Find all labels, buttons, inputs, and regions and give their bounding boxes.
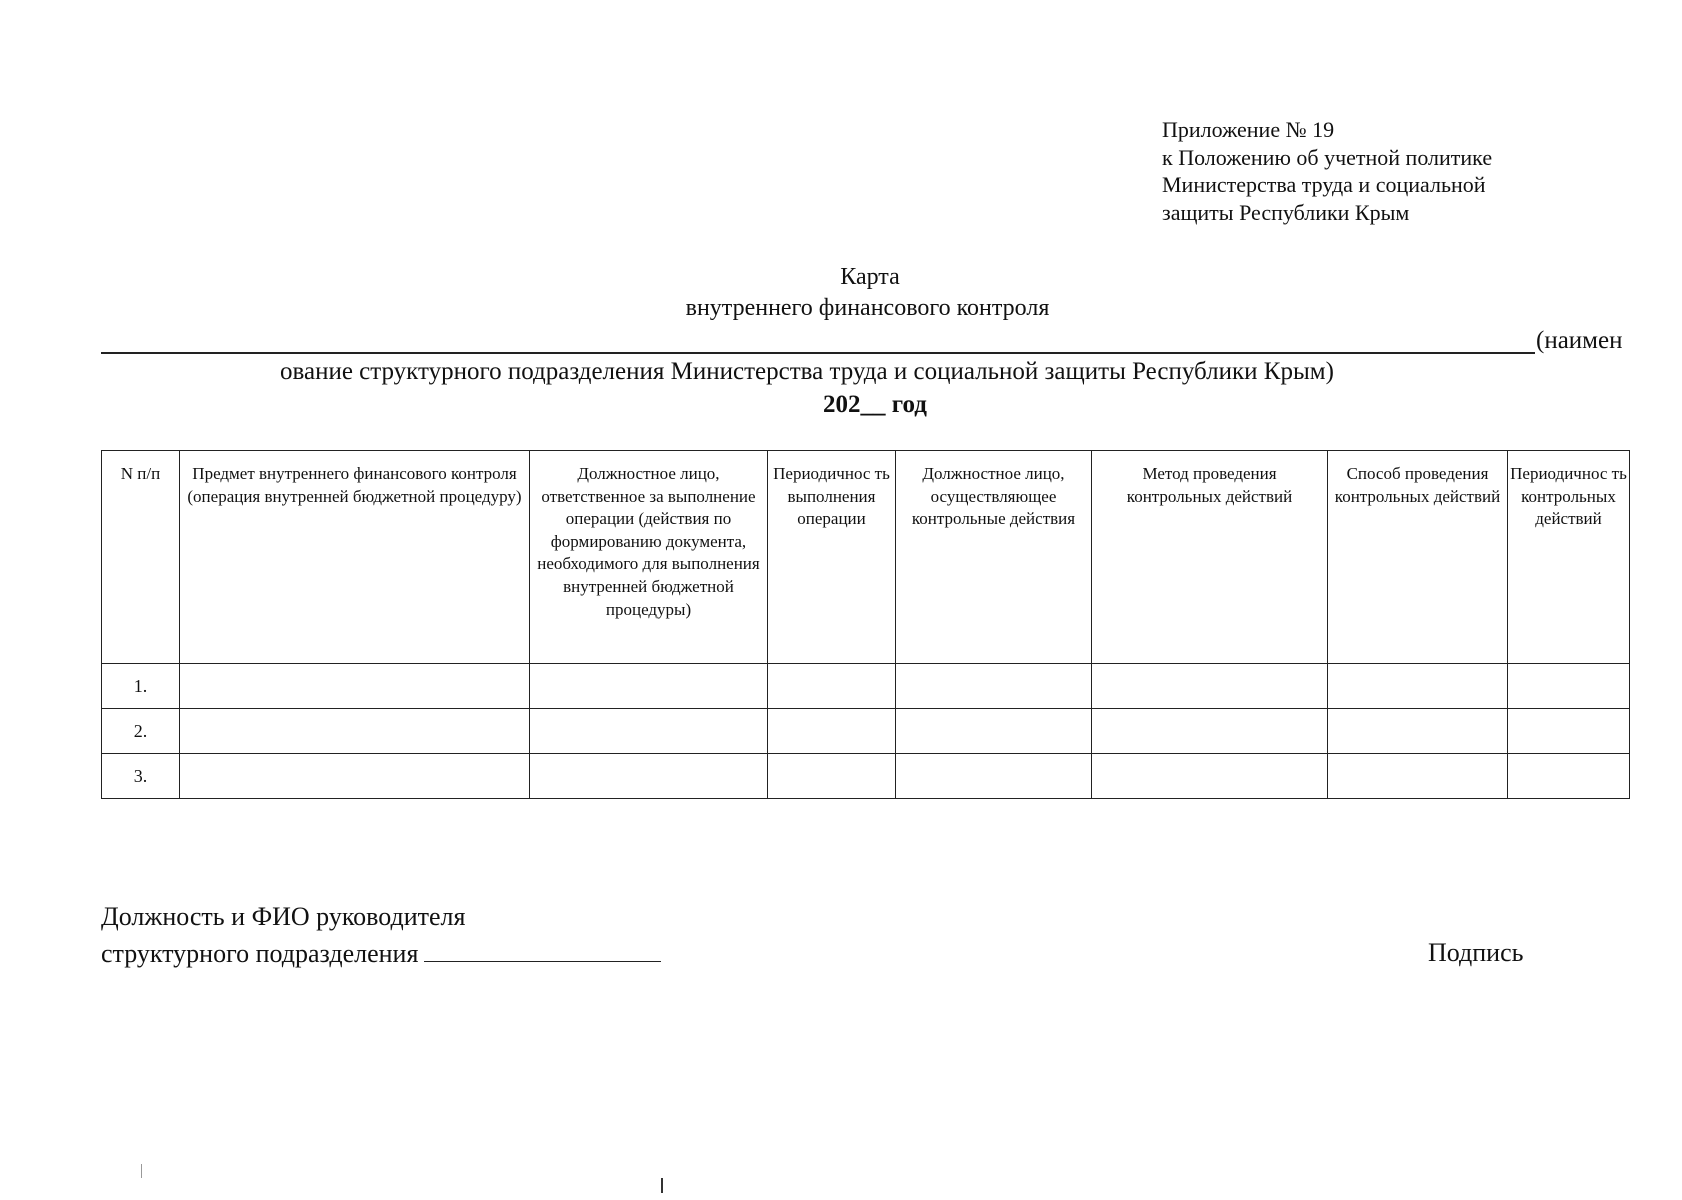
table-cell[interactable] bbox=[530, 754, 768, 799]
table-header-row bbox=[102, 451, 1630, 664]
scan-artifact bbox=[141, 1164, 142, 1178]
table-cell[interactable] bbox=[1092, 664, 1328, 709]
signature-label: Подпись bbox=[1428, 938, 1524, 967]
table-row bbox=[102, 664, 1630, 709]
table-cell[interactable] bbox=[768, 664, 896, 709]
table-cell[interactable] bbox=[180, 754, 530, 799]
signature-position-label: Должность и ФИО руководителя bbox=[101, 902, 466, 931]
table-row bbox=[102, 754, 1630, 799]
signature-blank-line[interactable] bbox=[424, 933, 661, 962]
appendix-note bbox=[1162, 116, 1492, 226]
table-cell[interactable]: 1. bbox=[102, 664, 180, 709]
header-cell-operation-frequency: Периодичнос ть выполнения операции bbox=[768, 451, 896, 664]
signature-block-left bbox=[101, 900, 661, 970]
header-cell-control-method: Метод проведения контрольных действий bbox=[1092, 451, 1328, 664]
appendix-line: защиты Республики Крым bbox=[1162, 199, 1410, 225]
table-cell[interactable] bbox=[896, 709, 1092, 754]
header-cell-subject: Предмет внутреннего финансового контроля (операция внутренней бюджетной процедуру) bbox=[180, 451, 530, 664]
table-cell[interactable] bbox=[1328, 709, 1508, 754]
table-cell[interactable] bbox=[1508, 754, 1630, 799]
table-cell[interactable] bbox=[1508, 709, 1630, 754]
header-cell-control-way: Способ проведения контрольных действий bbox=[1328, 451, 1508, 664]
table-cell[interactable] bbox=[768, 709, 896, 754]
table-cell[interactable] bbox=[1092, 754, 1328, 799]
table-cell[interactable] bbox=[1092, 709, 1328, 754]
table-cell[interactable] bbox=[1328, 664, 1508, 709]
table-cell[interactable] bbox=[530, 664, 768, 709]
signature-department-line bbox=[101, 933, 661, 970]
appendix-line: к Положению об учетной политике bbox=[1162, 144, 1493, 170]
table-cell[interactable] bbox=[768, 754, 896, 799]
document-subtitle: внутреннего финансового контроля bbox=[685, 295, 1050, 321]
appendix-line: Министерства труда и социальной bbox=[1162, 172, 1486, 197]
table-row bbox=[102, 709, 1630, 754]
scan-artifact bbox=[661, 1178, 663, 1193]
table-cell[interactable] bbox=[1328, 754, 1508, 799]
table-cell[interactable] bbox=[1508, 664, 1630, 709]
table-cell[interactable] bbox=[530, 709, 768, 754]
table-cell[interactable]: 3. bbox=[102, 754, 180, 799]
department-name-label-start: (наимен bbox=[1536, 327, 1623, 354]
appendix-line: Приложение № 19 bbox=[1162, 117, 1335, 142]
department-name-label-continuation: ование структурного подразделения Министерства труда и социальной защиты Республики Крым) bbox=[280, 358, 1334, 385]
year-label: 202__ год bbox=[823, 391, 927, 418]
table-cell[interactable] bbox=[896, 664, 1092, 709]
document-title: Карта bbox=[840, 264, 900, 290]
table-cell[interactable] bbox=[896, 754, 1092, 799]
signature-department-label: структурного подразделения bbox=[101, 939, 419, 968]
table-cell[interactable] bbox=[180, 664, 530, 709]
control-map-table bbox=[101, 450, 1630, 799]
table-cell[interactable] bbox=[180, 709, 530, 754]
department-name-blank bbox=[101, 352, 1535, 354]
header-cell-number: N п/п bbox=[102, 451, 180, 664]
header-cell-controlling-person: Должностное лицо, осуществляющее контрольные действия bbox=[896, 451, 1092, 664]
table-cell[interactable]: 2. bbox=[102, 709, 180, 754]
header-cell-responsible-person: Должностное лицо, ответственное за выполнение операции (действия по формированию документа, необходимого для выполнения внутренней бюджетной процедуры) bbox=[530, 451, 768, 664]
header-cell-control-frequency: Периодичнос ть контрольных действий bbox=[1508, 451, 1630, 664]
